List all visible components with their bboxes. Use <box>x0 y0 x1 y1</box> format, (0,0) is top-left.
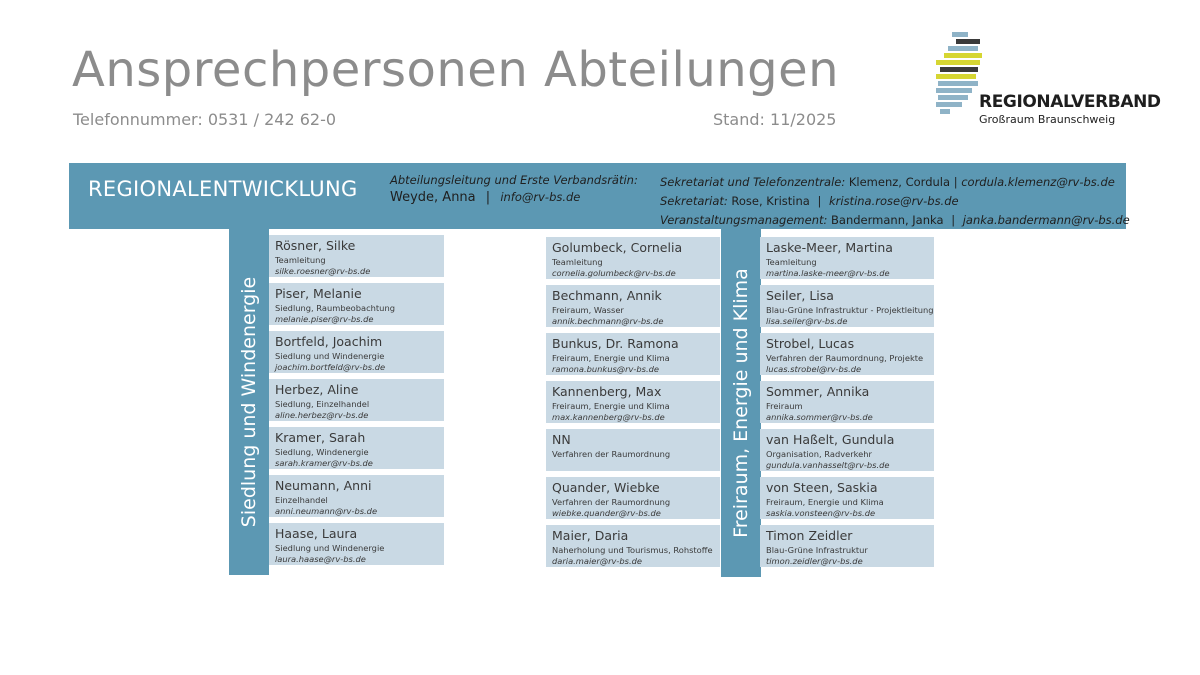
contact-card <box>760 429 934 471</box>
contact-name: Sommer, Annika <box>766 384 870 399</box>
contact-role: Blau-Grüne Infrastruktur <box>766 545 868 555</box>
department-banner <box>69 163 1130 229</box>
contact-name: Maier, Daria <box>552 528 629 543</box>
contact-name: Strobel, Lucas <box>766 336 855 351</box>
contact-email[interactable]: aline.herbez@rv-bs.de <box>275 410 369 420</box>
secretariat-line <box>660 211 1130 230</box>
secretariat-separator: | <box>951 213 956 227</box>
stand-date: Stand: 11/2025 <box>713 110 837 129</box>
contact-card <box>546 285 720 327</box>
lead-name: Weyde, Anna <box>390 190 476 205</box>
contact-card <box>760 525 934 567</box>
contact-email[interactable]: max.kannenberg@rv-bs.de <box>552 412 665 422</box>
contact-role: Siedlung und Windenergie <box>275 351 385 361</box>
contact-name: Laske-Meer, Martina <box>766 240 893 255</box>
department-lead <box>390 173 638 205</box>
contact-name: Haase, Laura <box>275 526 358 541</box>
secretariat-separator: | <box>817 194 822 208</box>
contact-email[interactable]: martina.laske-meer@rv-bs.de <box>766 268 890 278</box>
lead-separator: | <box>485 190 491 205</box>
contact-email[interactable]: anni.neumann@rv-bs.de <box>275 506 378 516</box>
contact-role: Freiraum, Energie und Klima <box>766 497 884 507</box>
contact-card <box>546 333 720 375</box>
contact-email[interactable]: timon.zeidler@rv-bs.de <box>766 556 863 566</box>
contact-card <box>269 475 444 517</box>
contact-name: NN <box>552 432 571 447</box>
contact-role: Siedlung, Raumbeobachtung <box>275 303 395 313</box>
lead-contact <box>390 190 638 205</box>
contact-email[interactable]: wiebke.quander@rv-bs.de <box>552 508 661 518</box>
section-freiraum-label: Freiraum, Energie und Klima <box>730 268 752 538</box>
lead-email[interactable]: info@rv-bs.de <box>500 190 581 204</box>
logo-wordmark: REGIONALVERBAND <box>979 92 1161 112</box>
contact-card <box>546 381 720 423</box>
secretariat-email[interactable]: kristina.rose@rv-bs.de <box>828 194 959 208</box>
contact-role: Teamleitung <box>552 257 603 267</box>
secretariat-line <box>660 173 1130 192</box>
contact-email[interactable]: daria.maier@rv-bs.de <box>552 556 642 566</box>
contact-email[interactable]: sarah.kramer@rv-bs.de <box>275 458 373 468</box>
secretariat-label: Sekretariat: <box>660 194 728 208</box>
contact-name: Quander, Wiebke <box>552 480 660 495</box>
contact-email[interactable]: laura.haase@rv-bs.de <box>275 554 366 564</box>
section-freiraum-bar <box>721 229 761 577</box>
contact-card <box>269 283 444 325</box>
contact-email[interactable]: annika.sommer@rv-bs.de <box>766 412 873 422</box>
contact-name: Bunkus, Dr. Ramona <box>552 336 679 351</box>
department-title: REGIONALENTWICKLUNG <box>88 177 358 201</box>
contact-card <box>269 523 444 565</box>
contact-name: Rösner, Silke <box>275 238 356 253</box>
contact-email[interactable]: silke.roesner@rv-bs.de <box>275 266 371 276</box>
contact-card <box>760 333 934 375</box>
secretariat-line <box>660 192 1130 211</box>
contact-role: Freiraum, Energie und Klima <box>552 353 670 363</box>
logo-subtitle: Großraum Braunschweig <box>979 113 1116 126</box>
contact-card <box>269 331 444 373</box>
contact-email[interactable]: cornelia.golumbeck@rv-bs.de <box>552 268 676 278</box>
contact-email[interactable]: lisa.seiler@rv-bs.de <box>766 316 848 326</box>
page-title: Ansprechpersonen Abteilungen <box>72 42 840 98</box>
contact-role: Siedlung, Windenergie <box>275 447 369 457</box>
secretariat-name: Klemenz, Cordula <box>848 175 951 189</box>
contact-email[interactable]: gundula.vanhasselt@rv-bs.de <box>766 460 890 470</box>
contact-card <box>760 477 934 519</box>
contact-name: Piser, Melanie <box>275 286 362 301</box>
contact-email[interactable]: annik.bechmann@rv-bs.de <box>552 316 664 326</box>
contact-role: Blau-Grüne Infrastruktur - Projektleitung <box>766 305 934 315</box>
secretariat-separator: | <box>953 175 958 189</box>
contact-email[interactable]: lucas.strobel@rv-bs.de <box>766 364 862 374</box>
contact-role: Verfahren der Raumordnung <box>552 449 671 459</box>
contact-role: Freiraum, Energie und Klima <box>552 401 670 411</box>
contact-role: Freiraum, Wasser <box>552 305 624 315</box>
secretariat-label: Veranstaltungsmanagement: <box>660 213 828 227</box>
contact-name: Timon Zeidler <box>766 528 853 543</box>
contact-role: Naherholung und Tourismus, Rohstoffe <box>552 545 713 555</box>
contact-name: Kramer, Sarah <box>275 430 366 445</box>
contact-name: von Steen, Saskia <box>766 480 878 495</box>
secretariat-label: Sekretariat und Telefonzentrale: <box>660 175 846 189</box>
contact-role: Organisation, Radverkehr <box>766 449 872 459</box>
contact-role: Verfahren der Raumordnung, Projekte <box>766 353 924 363</box>
contact-role: Verfahren der Raumordnung <box>552 497 671 507</box>
contact-role: Siedlung, Einzelhandel <box>275 399 370 409</box>
contact-role: Teamleitung <box>275 255 326 265</box>
phone-number: Telefonnummer: 0531 / 242 62-0 <box>73 110 337 129</box>
contact-name: Neumann, Anni <box>275 478 372 493</box>
contact-card <box>546 477 720 519</box>
logo-mark <box>936 32 982 114</box>
secretariat-name: Bandermann, Janka <box>831 213 944 227</box>
contact-card <box>760 285 934 327</box>
section-siedlung-bar <box>229 229 269 575</box>
contact-name: Kannenberg, Max <box>552 384 662 399</box>
contact-role: Siedlung und Windenergie <box>275 543 385 553</box>
contact-card <box>546 525 720 567</box>
secretariat-block <box>660 173 1130 230</box>
contact-email[interactable]: joachim.bortfeld@rv-bs.de <box>275 362 386 372</box>
secretariat-email[interactable]: janka.bandermann@rv-bs.de <box>962 213 1130 227</box>
contact-card <box>546 429 720 471</box>
contact-email[interactable]: saskia.vonsteen@rv-bs.de <box>766 508 876 518</box>
secretariat-name: Rose, Kristina <box>731 194 810 208</box>
contact-card <box>269 379 444 421</box>
contact-name: Golumbeck, Cornelia <box>552 240 683 255</box>
section-siedlung-label: Siedlung und Windenergie <box>238 276 260 528</box>
contact-email[interactable]: melanie.piser@rv-bs.de <box>275 314 374 324</box>
lead-label: Abteilungsleitung und Erste Verbandsrätin: <box>390 173 638 187</box>
contact-card <box>269 235 444 277</box>
contact-role: Freiraum <box>766 401 803 411</box>
contact-role: Teamleitung <box>766 257 817 267</box>
contact-name: Bortfeld, Joachim <box>275 334 383 349</box>
contact-role: Einzelhandel <box>275 495 328 505</box>
contact-card <box>269 427 444 469</box>
contact-name: van Haßelt, Gundula <box>766 432 895 447</box>
contact-name: Herbez, Aline <box>275 382 359 397</box>
contact-name: Bechmann, Annik <box>552 288 662 303</box>
secretariat-email[interactable]: cordula.klemenz@rv-bs.de <box>961 175 1115 189</box>
contact-card <box>760 237 934 279</box>
contact-card <box>760 381 934 423</box>
contact-email[interactable]: ramona.bunkus@rv-bs.de <box>552 364 660 374</box>
contact-card <box>546 237 720 279</box>
contact-name: Seiler, Lisa <box>766 288 834 303</box>
